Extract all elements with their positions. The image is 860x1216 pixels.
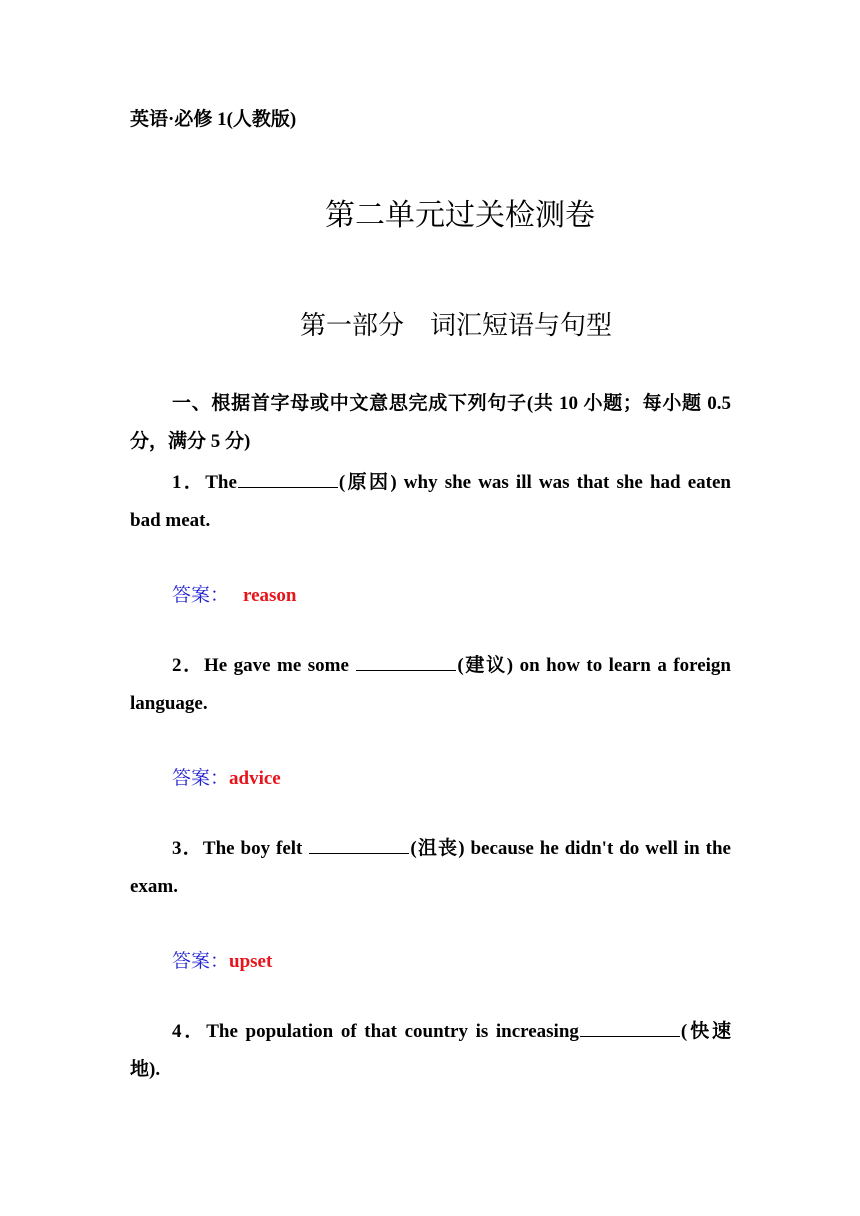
- answer-label: 答案：: [172, 951, 230, 972]
- question-4: [130, 1013, 731, 1089]
- question-text-before: The boy felt: [202, 838, 309, 859]
- answer-blank: [238, 486, 338, 488]
- subject-header: 英语·必修 1(人教版): [130, 109, 297, 130]
- question-text-before: The population of that country is increasing: [206, 1021, 579, 1042]
- question-text-before: He gave me some: [203, 655, 356, 676]
- answer-label: 答案：: [172, 768, 230, 789]
- answer-value: upset: [229, 951, 273, 972]
- question-text-after: (建议) on how to learn a foreign language.: [130, 655, 731, 714]
- answer-blank: [580, 1035, 680, 1037]
- question-text-before: The: [205, 472, 237, 493]
- answer-value: advice: [229, 768, 281, 789]
- answer-blank: [356, 669, 456, 671]
- question-3: [130, 830, 731, 906]
- answer-blank: [309, 852, 409, 854]
- answer-1: [172, 580, 297, 607]
- question-number: 2．: [172, 655, 204, 676]
- question-2: [130, 647, 731, 723]
- question-text-after: (原因) why she was ill was that she had eaten bad meat.: [130, 472, 731, 531]
- question-number: 4．: [172, 1021, 207, 1042]
- question-text-after: (沮丧) because he didn't do well in the exam.: [130, 838, 731, 897]
- question-1: [130, 464, 731, 540]
- question-text-after: (快速地).: [130, 1021, 731, 1080]
- answer-label: 答案：: [172, 585, 230, 606]
- part-title: 第一部分 词汇短语与句型: [299, 311, 612, 340]
- question-number: 1．: [172, 472, 206, 493]
- page-title: 第二单元过关检测卷: [325, 199, 595, 232]
- answer-value: reason: [243, 585, 297, 606]
- answer-2: [172, 763, 281, 790]
- answer-3: [172, 946, 272, 973]
- question-number: 3．: [172, 838, 203, 859]
- section-heading: 一、根据首字母或中文意思完成下列句子(共 10 小题；每小题 0.5 分，满分 5 分): [130, 393, 731, 452]
